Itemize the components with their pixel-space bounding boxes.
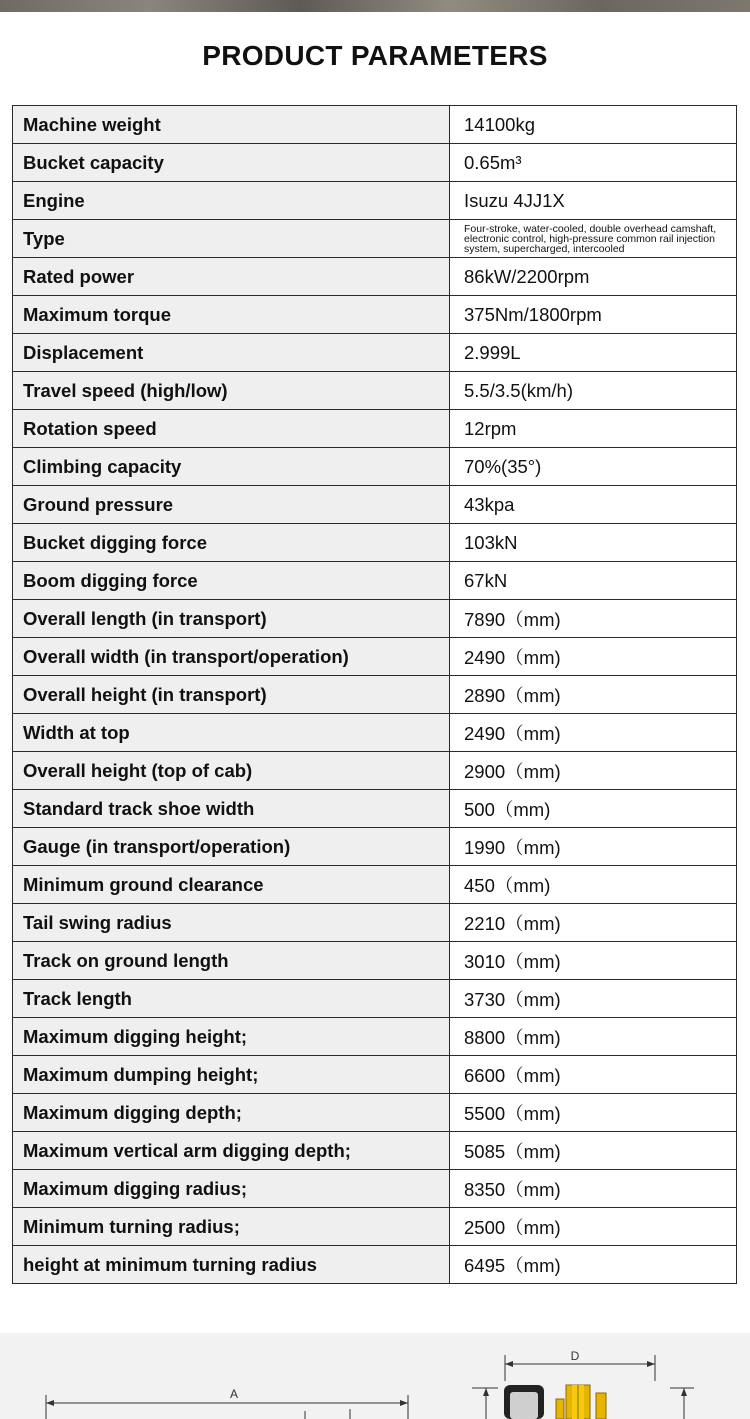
table-row bbox=[13, 980, 737, 1018]
parameter-value: 8350（mm) bbox=[450, 1170, 737, 1208]
parameter-label: Rotation speed bbox=[13, 410, 450, 448]
table-row bbox=[13, 942, 737, 980]
table-row bbox=[13, 258, 737, 296]
parameter-value: 6495（mm) bbox=[450, 1246, 737, 1284]
parameter-value: 2500（mm) bbox=[450, 1208, 737, 1246]
parameter-value: 3010（mm) bbox=[450, 942, 737, 980]
parameter-value: 5085（mm) bbox=[450, 1132, 737, 1170]
table-row bbox=[13, 752, 737, 790]
table-row bbox=[13, 144, 737, 182]
parameter-label: Width at top bbox=[13, 714, 450, 752]
dimension-diagram bbox=[0, 1333, 750, 1419]
parameter-label: Maximum dumping height; bbox=[13, 1056, 450, 1094]
table-row bbox=[13, 790, 737, 828]
parameter-value: 5500（mm) bbox=[450, 1094, 737, 1132]
table-row bbox=[13, 1246, 737, 1284]
parameter-value: 2.999L bbox=[450, 334, 737, 372]
table-row bbox=[13, 1132, 737, 1170]
parameter-label: Bucket digging force bbox=[13, 524, 450, 562]
page-title: PRODUCT PARAMETERS bbox=[202, 40, 548, 71]
table-row bbox=[13, 296, 737, 334]
table-row bbox=[13, 486, 737, 524]
parameter-value: 103kN bbox=[450, 524, 737, 562]
parameter-label: Minimum turning radius; bbox=[13, 1208, 450, 1246]
parameter-value: 86kW/2200rpm bbox=[450, 258, 737, 296]
parameter-label: Maximum digging radius; bbox=[13, 1170, 450, 1208]
parameter-label: Travel speed (high/low) bbox=[13, 372, 450, 410]
parameter-label: Maximum torque bbox=[13, 296, 450, 334]
table-row bbox=[13, 1094, 737, 1132]
table-row bbox=[13, 410, 737, 448]
parameter-value: 2490（mm) bbox=[450, 638, 737, 676]
table-row bbox=[13, 1018, 737, 1056]
parameter-value: 2210（mm) bbox=[450, 904, 737, 942]
parameter-label: Bucket capacity bbox=[13, 144, 450, 182]
table-row bbox=[13, 524, 737, 562]
table-row bbox=[13, 1056, 737, 1094]
parameter-label: Ground pressure bbox=[13, 486, 450, 524]
parameter-value: 500（mm) bbox=[450, 790, 737, 828]
table-row bbox=[13, 866, 737, 904]
parameter-value: 2900（mm) bbox=[450, 752, 737, 790]
parameter-label: Overall length (in transport) bbox=[13, 600, 450, 638]
parameter-value: 1990（mm) bbox=[450, 828, 737, 866]
parameter-label: Overall height (in transport) bbox=[13, 676, 450, 714]
parameter-value: 8800（mm) bbox=[450, 1018, 737, 1056]
parameter-value: 67kN bbox=[450, 562, 737, 600]
table-row bbox=[13, 182, 737, 220]
parameters-table bbox=[12, 105, 737, 1284]
parameter-value: Isuzu 4JJ1X bbox=[450, 182, 737, 220]
table-row bbox=[13, 562, 737, 600]
parameter-label: Boom digging force bbox=[13, 562, 450, 600]
table-row bbox=[13, 600, 737, 638]
parameter-label: Track on ground length bbox=[13, 942, 450, 980]
dimension-label-a: A bbox=[229, 1387, 239, 1401]
parameter-label: Overall height (top of cab) bbox=[13, 752, 450, 790]
parameter-value: 450（mm) bbox=[450, 866, 737, 904]
parameter-label: Minimum ground clearance bbox=[13, 866, 450, 904]
parameter-label: Maximum digging depth; bbox=[13, 1094, 450, 1132]
parameter-value: 70%(35°) bbox=[450, 448, 737, 486]
parameter-label: Maximum vertical arm digging depth; bbox=[13, 1132, 450, 1170]
parameter-label: Climbing capacity bbox=[13, 448, 450, 486]
parameter-label: Machine weight bbox=[13, 106, 450, 144]
parameter-value: 2890（mm) bbox=[450, 676, 737, 714]
table-row bbox=[13, 334, 737, 372]
parameters-table-body bbox=[13, 106, 737, 1284]
parameter-label: Rated power bbox=[13, 258, 450, 296]
parameter-label: height at minimum turning radius bbox=[13, 1246, 450, 1284]
dimension-label-d: D bbox=[570, 1349, 580, 1363]
parameter-value: 43kpa bbox=[450, 486, 737, 524]
parameter-value: 5.5/3.5(km/h) bbox=[450, 372, 737, 410]
parameter-value: 14100kg bbox=[450, 106, 737, 144]
table-row bbox=[13, 714, 737, 752]
parameter-label: Standard track shoe width bbox=[13, 790, 450, 828]
header-photo-strip bbox=[0, 0, 750, 12]
parameter-value: 375Nm/1800rpm bbox=[450, 296, 737, 334]
parameter-label: Track length bbox=[13, 980, 450, 1018]
parameter-value: Four-stroke, water-cooled, double overhead camshaft, electronic control, high-pressure common rail injection system, supercharged, intercooled bbox=[450, 220, 737, 258]
table-row bbox=[13, 828, 737, 866]
table-row bbox=[13, 904, 737, 942]
table-row bbox=[13, 220, 737, 258]
parameter-label: Gauge (in transport/operation) bbox=[13, 828, 450, 866]
parameter-label: Maximum digging height; bbox=[13, 1018, 450, 1056]
dimension-drawing bbox=[0, 1333, 750, 1419]
parameter-label: Engine bbox=[13, 182, 450, 220]
table-row bbox=[13, 1170, 737, 1208]
parameter-value: 3730（mm) bbox=[450, 980, 737, 1018]
table-row bbox=[13, 638, 737, 676]
parameter-label: Type bbox=[13, 220, 450, 258]
table-row bbox=[13, 1208, 737, 1246]
table-row bbox=[13, 372, 737, 410]
parameter-value: 0.65m³ bbox=[450, 144, 737, 182]
parameter-label: Overall width (in transport/operation) bbox=[13, 638, 450, 676]
parameter-value: 6600（mm) bbox=[450, 1056, 737, 1094]
parameter-label: Tail swing radius bbox=[13, 904, 450, 942]
parameter-value: 2490（mm) bbox=[450, 714, 737, 752]
parameter-label: Displacement bbox=[13, 334, 450, 372]
table-row bbox=[13, 106, 737, 144]
table-row bbox=[13, 676, 737, 714]
parameter-value: 7890（mm) bbox=[450, 600, 737, 638]
parameter-value: 12rpm bbox=[450, 410, 737, 448]
table-row bbox=[13, 448, 737, 486]
